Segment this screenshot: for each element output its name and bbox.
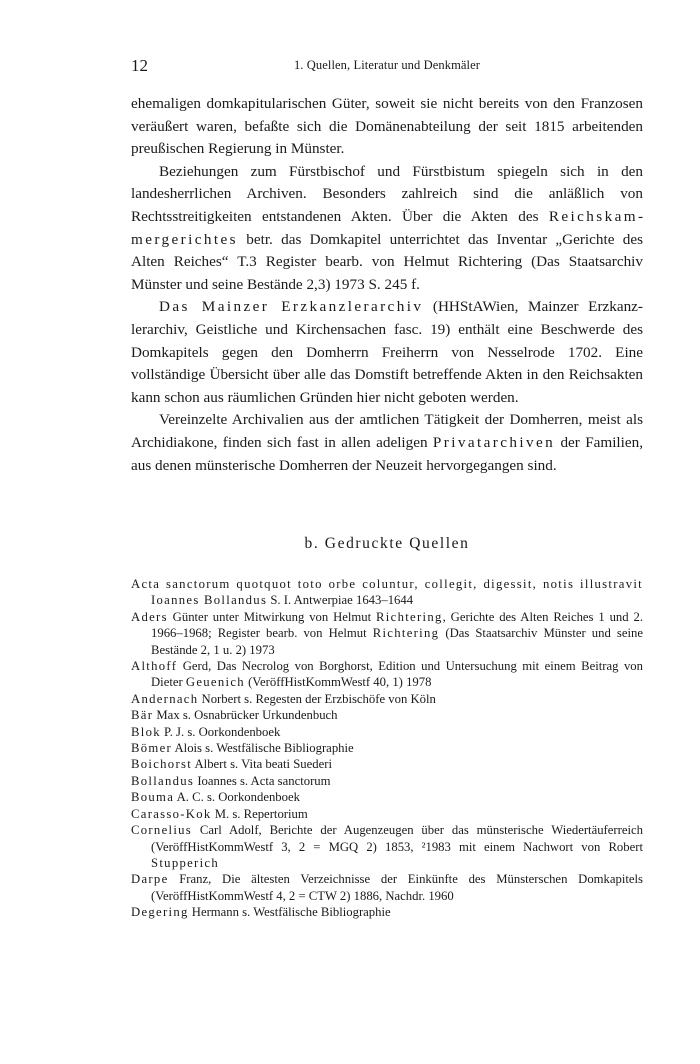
bibliography-entry (131, 576, 643, 609)
bib-text: (Das Staatsarchiv Münster und seine Bestände 2, 1 u. 2) 1973 (151, 626, 643, 657)
paragraph-4-text-a: Vereinzelte Archivalien aus der amtlichen Tätigkeit der Domherren, meist als Archidiakone, finden sich fast in allen adeligen (131, 411, 643, 451)
paragraph-2-text-a: Beziehungen zum Fürstbischof und Fürstbistum spiegeln sich in den landesherrlichen Archiven. Besonders zahlreich sind die anläßlich von Rechtsstreitigkeiten entstandenen Akten. Über die Akten des (131, 162, 643, 225)
bib-text: Alois s. Westfälische Bibliographie (172, 741, 354, 756)
body-text (131, 93, 643, 477)
bib-author: Althoff (131, 659, 178, 674)
section-heading: b. Gedruckte Quellen (304, 535, 470, 552)
bib-text: Günter unter Mitwirkung von Helmut (167, 609, 377, 624)
bibliography-entry (131, 822, 643, 871)
bibliography-entry (131, 724, 643, 740)
bibliography-entry (131, 756, 643, 772)
paragraph-2-text-b: betr. das Domkapitel unterrichtet das Inventar „Gerichte des Alten Reiches“ T.3 Register bearb. von Helmut Richtering (Das Staatsarchiv Münster und seine Bestände 2,3) 1973 S. 245 f. (131, 230, 643, 293)
running-head: 1. Quellen, Literatur und Denkmäler (293, 58, 481, 72)
bib-author: Andernach (131, 691, 199, 706)
bibliography-entry (131, 609, 643, 658)
bib-author: Acta sanctorum quotquot toto orbe coluntur, collegit, digessit, notis illustravit Ioannes Bollandus (131, 577, 643, 608)
paragraph-4-text-b: der Familien, aus denen münsterische Domherren der Neuzeit hervorgegangen sind. (131, 433, 643, 474)
bibliography-entry (131, 789, 643, 805)
bib-text: M. s. Repertorium (211, 806, 308, 821)
paragraph-1-text: ehemaligen domkapitularischen Güter, soweit sie nicht bereits von den Franzosen veräußert waren, befaßte sich die Domänenabteilung der seit 1815 arbeitenden preußischen Regierung in Münster. (131, 95, 643, 158)
bib-author: Blok (131, 724, 161, 739)
paragraph-3 (131, 296, 643, 409)
bib-text: Franz, Die ältesten Verzeichnisse der Einkünfte des Münsterschen Domkapitels (VeröffHistKommWestf 4, 2 = CTW 2) 1886, Nachdr. 1960 (151, 872, 643, 903)
bib-author: Degering (131, 905, 189, 920)
bib-author: Bömer (131, 741, 173, 756)
bib-text: Albert s. Vita beati Suederi (192, 757, 332, 772)
paragraph-1 (131, 93, 643, 161)
bib-author: Cornelius (131, 823, 193, 838)
bib-text: Gerd, Das Necrolog von Borghorst, Edition und Untersuchung mit einem Beitrag von Dieter (151, 659, 643, 690)
bib-text: (VeröffHistKommWestf 40, 1) 1978 (244, 675, 432, 690)
bib-spaced-name: Richtering (372, 626, 440, 641)
spaced-term-privatarchiven: Privatarchiven (432, 433, 556, 451)
bibliography-entry (131, 904, 643, 920)
bibliography-entry (131, 658, 643, 691)
bibliography-entry (131, 691, 643, 707)
bib-text: Max s. Osnabrücker Urkundenbuch (153, 708, 338, 723)
paragraph-2 (131, 161, 643, 297)
bib-author: Carasso-Kok (131, 806, 212, 821)
bib-text: Hermann s. Westfälische Bibliographie (188, 905, 391, 920)
page-number: 12 (131, 56, 148, 75)
bib-author: Bouma (131, 790, 175, 805)
bib-author: Boichorst (131, 757, 193, 772)
spaced-term-reichskammergericht: Reichskammergerichtes (131, 207, 643, 248)
bib-author: Darpe (131, 872, 169, 887)
bibliography-entry (131, 871, 643, 904)
bibliography-list (131, 576, 643, 921)
bib-text: A. C. s. Oorkondenboek (174, 790, 300, 805)
bib-spaced-name: Stupperich (151, 855, 219, 870)
bibliography-entry (131, 773, 643, 789)
bib-text: P. J. s. Oorkondenboek (160, 724, 281, 739)
bib-text: , Gerichte des Alten Reiches 1 und 2. 1966–1968; Register bearb. von Helmut (151, 609, 643, 641)
bib-text: Carl Adolf, Berichte der Augenzeugen über das münsterische Wiedertäuferreich (VeröffHistKommWestf 3, 2 = MGQ 2) 1853, ²1983 mit einem Nachwort von Robert (151, 823, 643, 854)
bib-text: S. I. Antwerpiae 1643–1644 (267, 593, 414, 608)
paragraph-4 (131, 409, 643, 477)
bib-text: Ioannes s. Acta sanctorum (194, 773, 331, 788)
bib-author: Aders (131, 609, 168, 624)
bib-author: Bär (131, 708, 154, 723)
bibliography-entry (131, 707, 643, 723)
bibliography-entry (131, 806, 643, 822)
paragraph-3-text-b: (HHStAWien, Mainzer Erzkanzlerarchiv, Geistliche und Kirchensachen fasc. 19) enthält eine Beschwerde des Domkapitels gegen den Domherrn Freiherrn von Nesselrode 1702. Eine vollständige Übersicht über alle das Domstift betreffende Akten in den Reichsakten kann schon aus räumlichen Gründen hier nicht geboten werden. (131, 298, 643, 406)
bib-author: Bollandus (131, 773, 195, 788)
bib-spaced-name: Geuenich (185, 675, 245, 690)
spaced-term-mainzer-erzkanzlerarchiv: Das Mainzer Erzkanzlerarchiv (159, 298, 424, 316)
bib-spaced-name: Richtering (376, 609, 443, 624)
page-header (131, 56, 643, 76)
bibliography-entry (131, 740, 643, 756)
bib-text: Norbert s. Regesten der Erzbischöfe von Köln (198, 691, 436, 706)
